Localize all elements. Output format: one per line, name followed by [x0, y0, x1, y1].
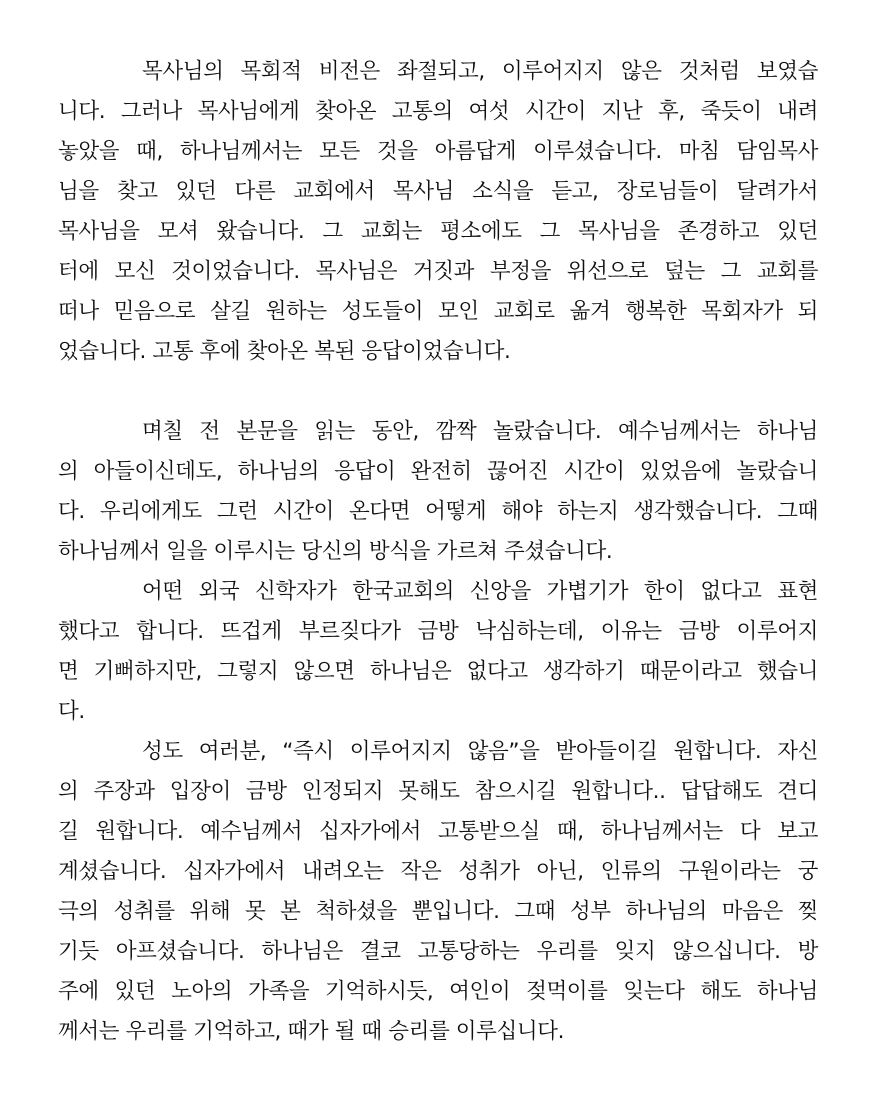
text-line: 의 아들이신데도, 하나님의 응답이 완전히 끊어진 시간이 있었음에 놀랐습니 — [58, 459, 818, 484]
text-line: 계셨습니다. 십자가에서 내려오는 작은 성취가 아닌, 인류의 구원이라는 궁 — [58, 859, 818, 884]
text-line: 의 주장과 입장이 금방 인정되지 못해도 참으시길 원합니다.. 답답해도 견디 — [58, 779, 818, 804]
text-line: 었습니다. 고통 후에 찾아온 복된 응답이었습니다. — [58, 339, 511, 364]
text-line: 터에 모신 것이었습니다. 목사님은 거짓과 부정을 위선으로 덮는 그 교회를 — [58, 259, 818, 284]
paragraph-4 — [58, 732, 818, 1052]
text-line: 께서는 우리를 기억하고, 때가 될 때 승리를 이루십니다. — [58, 1019, 565, 1044]
text-line: 다. — [58, 699, 85, 724]
paragraph-1 — [58, 52, 818, 372]
text-line: 했다고 합니다. 뜨겁게 부르짖다가 금방 낙심하는데, 이유는 금방 이루어지 — [58, 619, 818, 644]
text-line: 놓았을 때, 하나님께서는 모든 것을 아름답게 이루셨습니다. 마침 담임목사 — [58, 139, 818, 164]
text-line: 목사님의 목회적 비전은 좌절되고, 이루어지지 않은 것처럼 보였습 — [142, 59, 818, 84]
text-line: 님을 찾고 있던 다른 교회에서 목사님 소식을 듣고, 장로님들이 달려가서 — [58, 179, 818, 204]
text-line: 떠나 믿음으로 살길 원하는 성도들이 모인 교회로 옮겨 행복한 목회자가 되 — [58, 299, 818, 324]
paragraph-3 — [58, 572, 818, 732]
text-line: 어떤 외국 신학자가 한국교회의 신앙을 가볍기가 한이 없다고 표현 — [142, 579, 818, 604]
text-line: 하나님께서 일을 이루시는 당신의 방식을 가르쳐 주셨습니다. — [58, 539, 613, 564]
text-line: 길 원합니다. 예수님께서 십자가에서 고통받으실 때, 하나님께서는 다 보고 — [58, 819, 818, 844]
text-line: 다. 우리에게도 그런 시간이 온다면 어떻게 해야 하는지 생각했습니다. 그때 — [58, 499, 818, 524]
text-line: 목사님을 모셔 왔습니다. 그 교회는 평소에도 그 목사님을 존경하고 있던 — [58, 219, 818, 244]
text-line: 극의 성취를 위해 못 본 척하셨을 뿐입니다. 그때 성부 하나님의 마음은 찢 — [58, 899, 818, 924]
text-line: 주에 있던 노아의 가족을 기억하시듯, 여인이 젖먹이를 잊는다 해도 하나님 — [58, 979, 818, 1004]
text-line: 성도 여러분, “즉시 이루어지지 않음”을 받아들이길 원합니다. 자신 — [142, 739, 818, 764]
paragraph-2 — [58, 412, 818, 572]
text-line: 기듯 아프셨습니다. 하나님은 결코 고통당하는 우리를 잊지 않으십니다. 방 — [58, 939, 818, 964]
text-line: 니다. 그러나 목사님에게 찾아온 고통의 여섯 시간이 지난 후, 죽듯이 내려 — [58, 99, 818, 124]
text-line: 면 기뻐하지만, 그렇지 않으면 하나님은 없다고 생각하기 때문이라고 했습니 — [58, 659, 818, 684]
text-line: 며칠 전 본문을 읽는 동안, 깜짝 놀랐습니다. 예수님께서는 하나님 — [142, 419, 818, 444]
